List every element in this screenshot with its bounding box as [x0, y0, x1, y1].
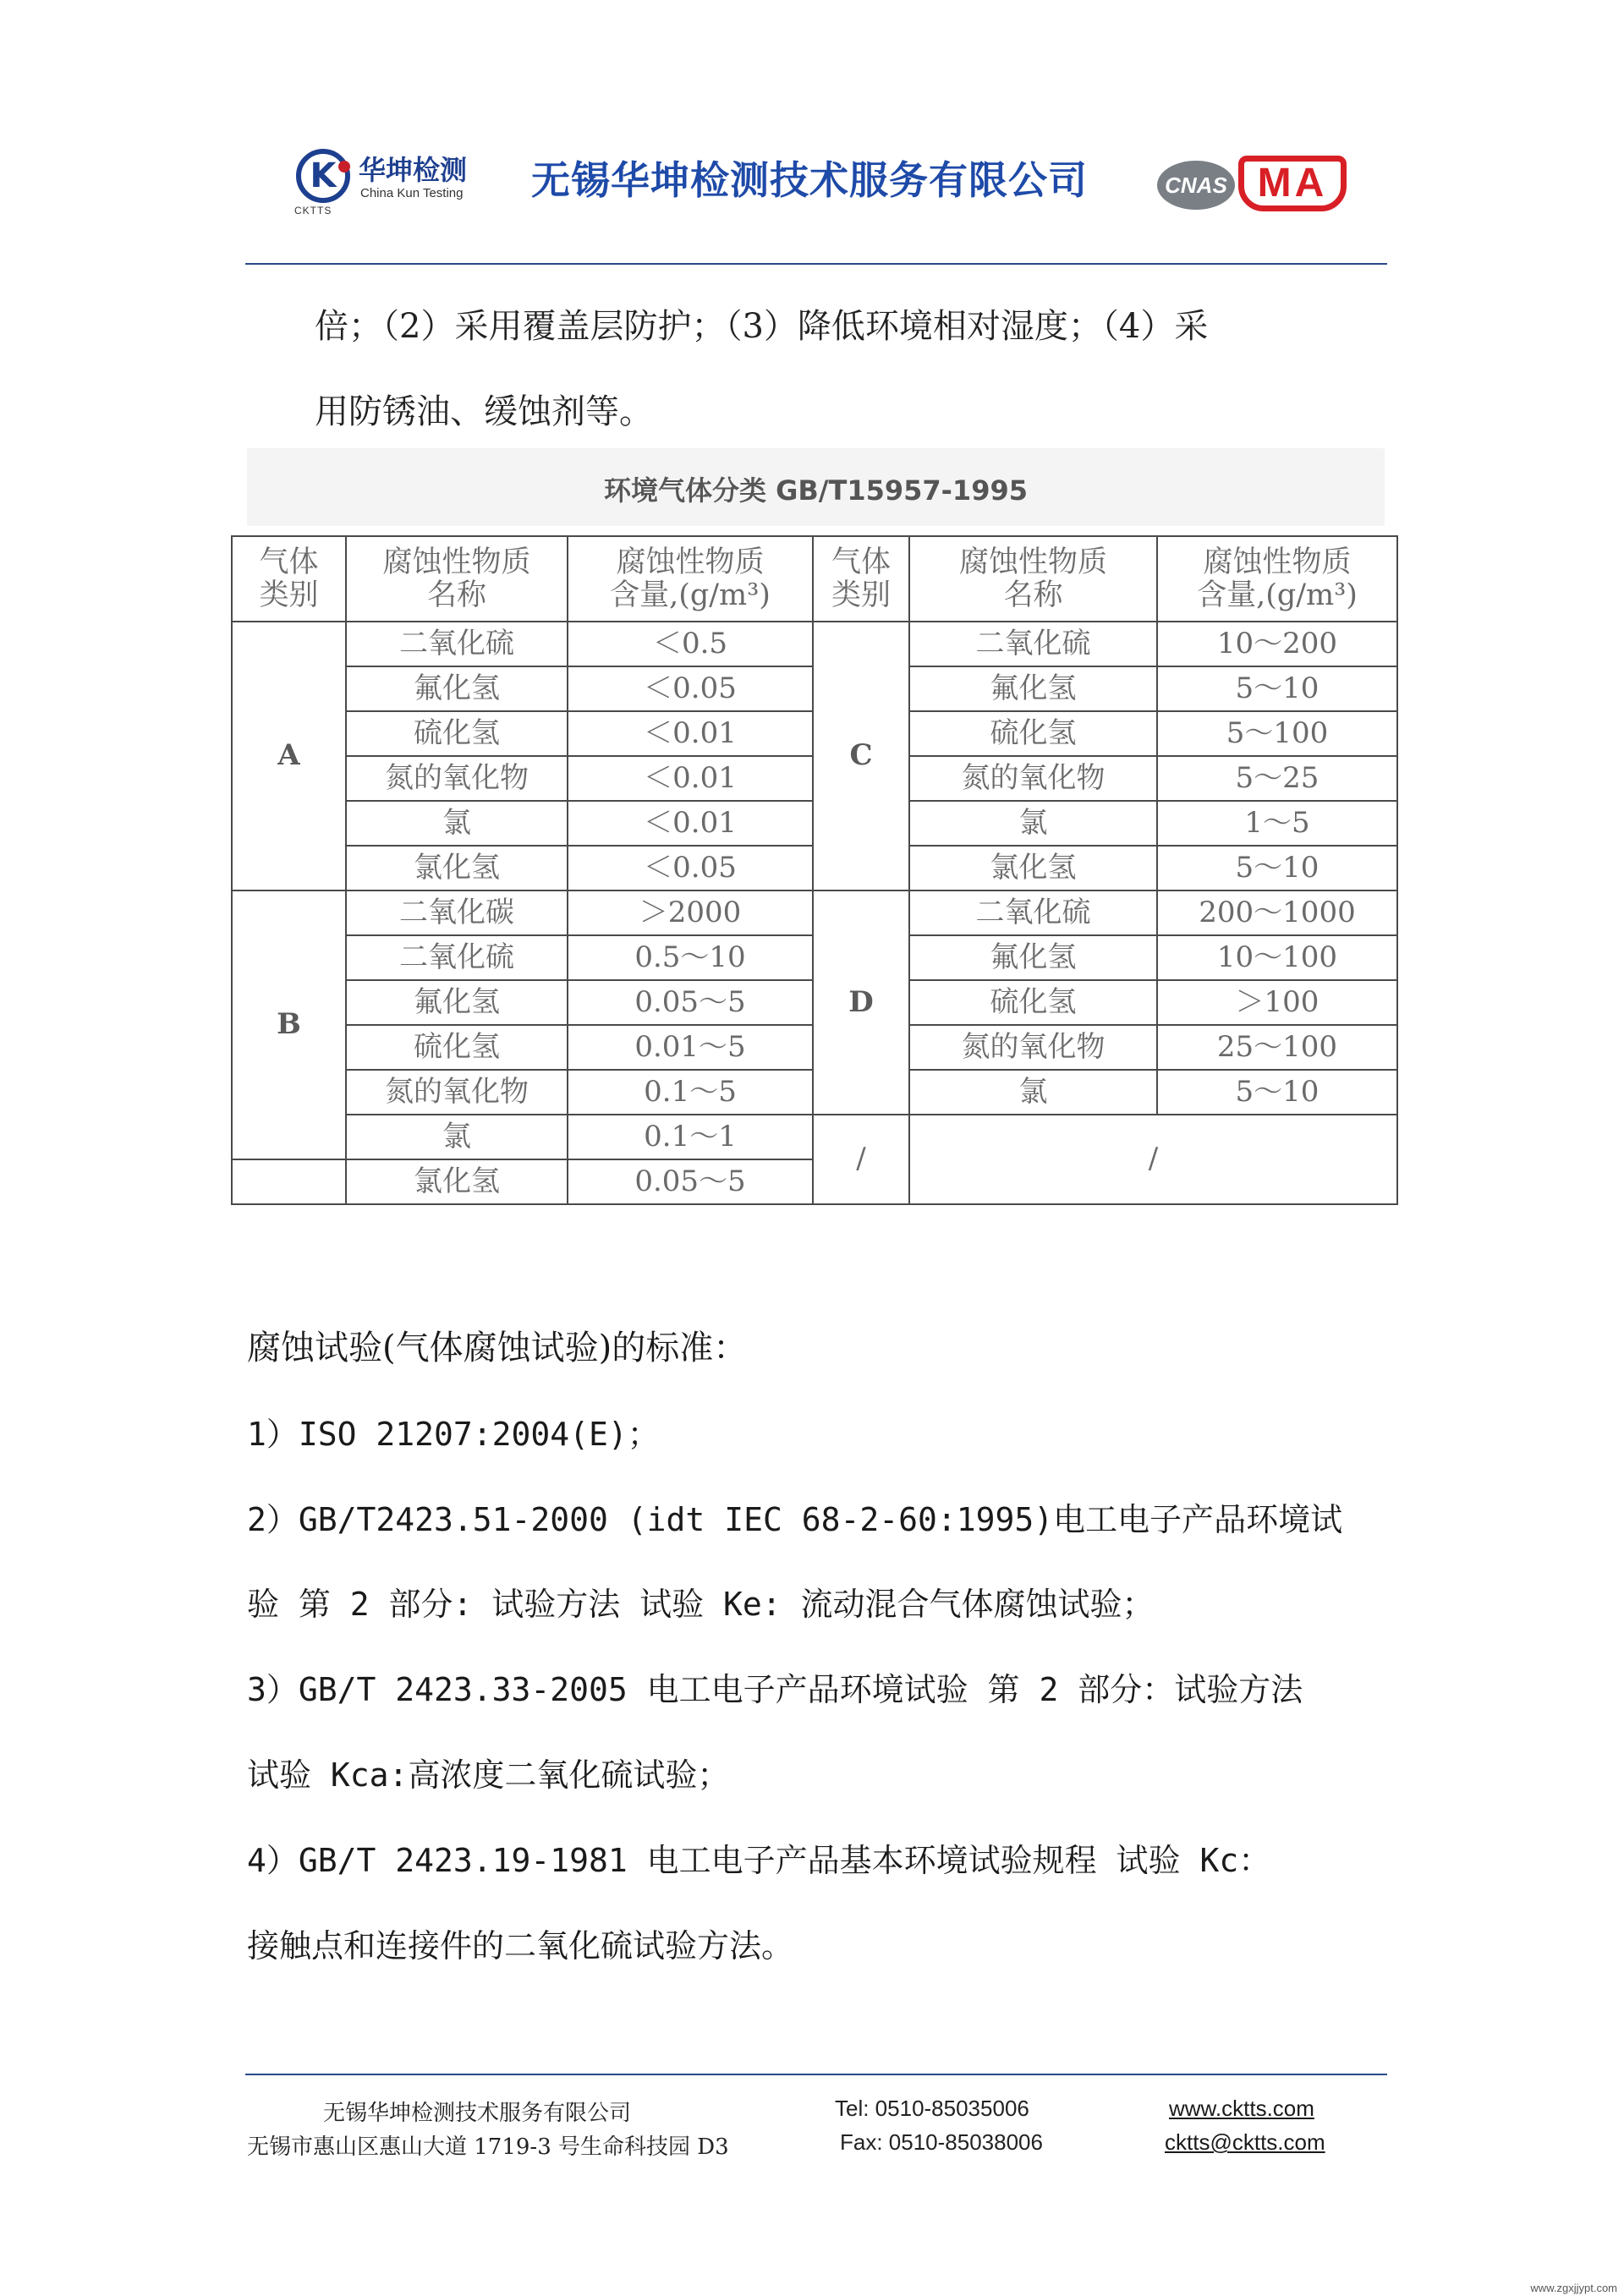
standard-item-4-line-2: 接触点和连接件的二氧化硫试验方法。 [247, 1927, 794, 1964]
substance-content: 0.5～10 [568, 935, 813, 980]
logo-dot-icon [338, 161, 350, 173]
standard-item-3-line-1: 3）GB/T 2423.33-2005 电工电子产品环境试验 第 2 部分：试验方法 [247, 1671, 1303, 1708]
substance-name: 氯化氢 [346, 846, 568, 890]
table-row [232, 890, 1397, 935]
substance-name: 氮的氧化物 [909, 1025, 1157, 1070]
footer-divider [245, 2074, 1387, 2075]
empty-class-cell [232, 1159, 346, 1204]
gas-classification-table [231, 535, 1398, 1205]
footer-address: 无锡市惠山区惠山大道 1719-3 号生命科技园 D3 [247, 2134, 729, 2160]
class-label-c: C [813, 622, 909, 890]
logo-english-name: China Kun Testing [360, 186, 464, 200]
header-divider [245, 263, 1387, 265]
substance-content: ＜0.01 [568, 711, 813, 756]
table-header-row [232, 536, 1397, 622]
substance-content: ＞2000 [568, 890, 813, 935]
standard-item-2-line-1: 2）GB/T2423.51-2000 (idt IEC 68-2-60:1995)电工电子产品环境试 [247, 1501, 1343, 1538]
footer-fax: Fax: 0510-85038006 [840, 2129, 1043, 2155]
substance-name: 二氧化硫 [909, 622, 1157, 666]
substance-name: 二氧化硫 [346, 935, 568, 980]
substance-content: 1～5 [1157, 801, 1397, 846]
substance-name: 氮的氧化物 [346, 1070, 568, 1115]
header-content: 腐蚀性物质 含量,(g/m³) [1157, 536, 1397, 622]
substance-name: 氟化氢 [346, 980, 568, 1025]
substance-content: ＜0.5 [568, 622, 813, 666]
class-label-a: A [232, 622, 346, 890]
substance-name: 二氧化碳 [346, 890, 568, 935]
substance-name: 氟化氢 [909, 935, 1157, 980]
substance-content: 10～200 [1157, 622, 1397, 666]
substance-name: 氯 [346, 1115, 568, 1159]
substance-name: 氮的氧化物 [909, 756, 1157, 801]
substance-content: 5～25 [1157, 756, 1397, 801]
watermark: www.zgxjjypt.com [1530, 2282, 1617, 2294]
substance-content: ＜0.05 [568, 666, 813, 711]
intro-line-1: 倍；（2）采用覆盖层防护；（3）降低环境相对湿度；（4）采 [315, 307, 1209, 346]
substance-content: ＜0.01 [568, 801, 813, 846]
logo-k-letter: K [310, 156, 337, 195]
substance-name: 氟化氢 [909, 666, 1157, 711]
substance-name: 硫化氢 [346, 711, 568, 756]
table-row [232, 622, 1397, 666]
class-label-d: D [813, 890, 909, 1115]
header-name: 腐蚀性物质 名称 [346, 536, 568, 622]
substance-content: ＜0.01 [568, 756, 813, 801]
company-title: 无锡华坤检测技术服务有限公司 [531, 157, 1088, 203]
substance-content: 0.1～5 [568, 1070, 813, 1115]
cnas-logo: CNAS [1157, 161, 1235, 210]
empty-name-cell: / [909, 1115, 1397, 1204]
footer-company: 无锡华坤检测技术服务有限公司 [323, 2101, 632, 2126]
substance-name: 氯化氢 [909, 846, 1157, 890]
intro-line-2: 用防锈油、缓蚀剂等。 [315, 392, 653, 431]
substance-name: 二氧化硫 [346, 622, 568, 666]
substance-content: 0.1～1 [568, 1115, 813, 1159]
substance-name: 氟化氢 [346, 666, 568, 711]
header-name: 腐蚀性物质 名称 [909, 536, 1157, 622]
footer-email-link[interactable]: cktts@cktts.com [1165, 2129, 1325, 2155]
company-logo [288, 142, 482, 218]
header-class: 气体 类别 [232, 536, 346, 622]
substance-name: 氯 [909, 1070, 1157, 1115]
substance-content: 0.05～5 [568, 980, 813, 1025]
substance-content: ＞100 [1157, 980, 1397, 1025]
substance-content: 5～100 [1157, 711, 1397, 756]
substance-name: 二氧化硫 [909, 890, 1157, 935]
standard-item-2-line-2: 验 第 2 部分: 试验方法 试验 Ke: 流动混合气体腐蚀试验； [247, 1586, 1155, 1623]
cma-logo: MA [1238, 156, 1347, 211]
substance-name: 氯 [346, 801, 568, 846]
table-row [232, 1115, 1397, 1159]
logo-chinese-name: 华坤检测 [359, 154, 468, 186]
empty-class-cell: / [813, 1115, 909, 1204]
substance-name: 氯 [909, 801, 1157, 846]
substance-content: 200～1000 [1157, 890, 1397, 935]
certification-logos [1157, 151, 1352, 218]
header-content: 腐蚀性物质 含量,(g/m³) [568, 536, 813, 622]
logo-abbreviation: CKTTS [294, 205, 332, 216]
substance-content: ＜0.05 [568, 846, 813, 890]
class-label-b: B [232, 890, 346, 1159]
standard-item-3-line-2: 试验 Kca:高浓度二氧化硫试验； [247, 1756, 730, 1794]
substance-content: 5～10 [1157, 846, 1397, 890]
standards-heading: 腐蚀试验(气体腐蚀试验)的标准： [247, 1329, 748, 1367]
footer-website-link[interactable]: www.cktts.com [1169, 2096, 1314, 2121]
substance-name: 硫化氢 [909, 711, 1157, 756]
header-class: 气体 类别 [813, 536, 909, 622]
substance-content: 10～100 [1157, 935, 1397, 980]
substance-name: 硫化氢 [909, 980, 1157, 1025]
substance-name: 氮的氧化物 [346, 756, 568, 801]
substance-name: 硫化氢 [346, 1025, 568, 1070]
table-caption: 环境气体分类 GB/T15957-1995 [604, 474, 1028, 507]
standard-item-4-line-1: 4）GB/T 2423.19-1981 电工电子产品基本环境试验规程 试验 Kc： [247, 1842, 1271, 1879]
substance-name: 氯化氢 [346, 1159, 568, 1204]
substance-content: 25～100 [1157, 1025, 1397, 1070]
standard-item-1: 1）ISO 21207:2004(E)； [247, 1416, 660, 1453]
footer-tel: Tel: 0510-85035006 [835, 2096, 1029, 2121]
substance-content: 0.01～5 [568, 1025, 813, 1070]
substance-content: 5～10 [1157, 666, 1397, 711]
substance-content: 5～10 [1157, 1070, 1397, 1115]
substance-content: 0.05～5 [568, 1159, 813, 1204]
